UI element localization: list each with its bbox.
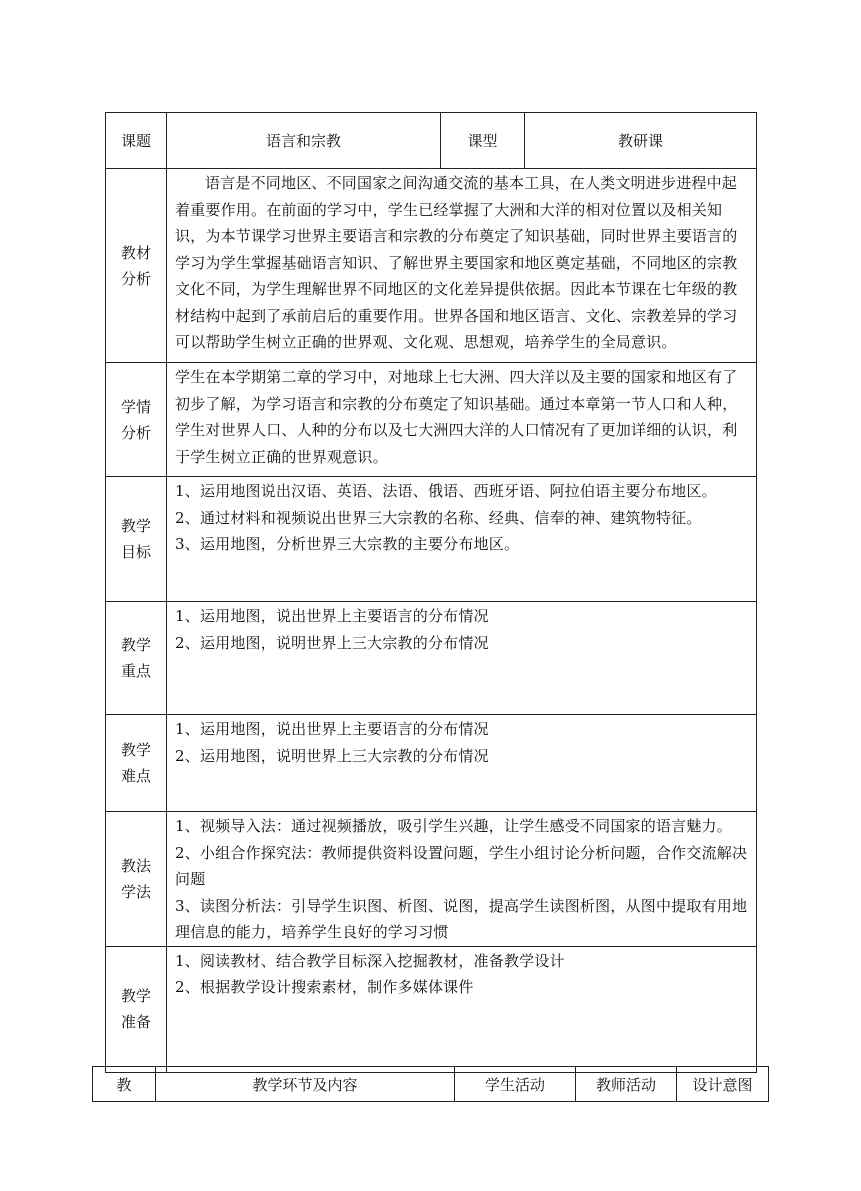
- section-row-students: [106, 363, 757, 477]
- section-label: 教学 重点: [106, 602, 167, 715]
- section-row-objectives: [106, 477, 757, 602]
- section-label: 教学 目标: [106, 477, 167, 602]
- section-content: 学生在本学期第二章的学习中，对地球上七大洲、四大洋以及主要的国家和地区有了初步了解，为学习语言和宗教的分布奠定了知识基础。通过本章第一节人口和人种，学生对世界人口、人种的分布以及七大洲四大洋的人口情况有了更加详细的认识，利于学生树立正确的世界观意识。: [167, 363, 757, 477]
- section-row-key-points: [106, 602, 757, 715]
- process-header-cell: 教: [93, 1067, 156, 1102]
- process-header-cell: 教师活动: [576, 1067, 677, 1102]
- section-content: 1、运用地图，说出世界上主要语言的分布情况 2、运用地图，说明世界上三大宗教的分布情况: [167, 602, 757, 715]
- section-row-preparation: [106, 946, 757, 1072]
- section-row-methods: [106, 812, 757, 947]
- section-content: 语言是不同地区、不同国家之间沟通交流的基本工具，在人类文明进步进程中起着重要作用。在前面的学习中，学生已经掌握了大洲和大洋的相对位置以及相关知识，为本节课学习世界主要语言和宗教的分布奠定了知识基础，同时世界主要语言的学习为学生掌握基础语言知识、了解世界主要国家和地区奠定基础，不同地区的宗教文化不同，为学生理解世界不同地区的文化差异提供依据。因此本节课在七年级的教材结构中起到了承前启后的重要作用。世界各国和地区语言、文化、宗教差异的学习可以帮助学生树立正确的世界观、文化观、思想观，培养学生的全局意识。: [167, 169, 757, 363]
- section-content: 1、阅读教材、结合教学目标深入挖掘教材，准备教学设计 2、根据教学设计搜索素材，制作多媒体课件: [167, 946, 757, 1072]
- section-row-material: [106, 169, 757, 363]
- section-label: 教学 准备: [106, 946, 167, 1072]
- process-header-row: [93, 1067, 769, 1102]
- section-label: 学情 分析: [106, 363, 167, 477]
- section-label: 教学 难点: [106, 715, 167, 812]
- section-content: 1、视频导入法：通过视频播放，吸引学生兴趣，让学生感受不同国家的语言魅力。 2、小组合作探究法：教师提供资料设置问题，学生小组讨论分析问题，合作交流解决问题 3、读图分析法：引导学生识图、析图、说图，提高学生读图析图，从图中提取有用地理信息的能力，培养学生良好的学习习惯: [167, 812, 757, 947]
- section-label: 教材 分析: [106, 169, 167, 363]
- lesson-plan-table: [105, 112, 757, 1073]
- process-header-cell: 学生活动: [455, 1067, 576, 1102]
- type-value: 教研课: [525, 113, 757, 169]
- type-label: 课型: [441, 113, 525, 169]
- process-table: [92, 1066, 769, 1102]
- section-content: 1、运用地图，说出世界上主要语言的分布情况 2、运用地图，说明世界上三大宗教的分布情况: [167, 715, 757, 812]
- process-header-cell: 设计意图: [677, 1067, 769, 1102]
- header-row: [106, 113, 757, 169]
- section-label: 教法 学法: [106, 812, 167, 947]
- topic-label: 课题: [106, 113, 167, 169]
- topic-value: 语言和宗教: [167, 113, 441, 169]
- process-header-cell: 教学环节及内容: [156, 1067, 455, 1102]
- section-content: 1、运用地图说出汉语、英语、法语、俄语、西班牙语、阿拉伯语主要分布地区。 2、通过材料和视频说出世界三大宗教的名称、经典、信奉的神、建筑物特征。 3、运用地图，分析世界三大宗教的主要分布地区。: [167, 477, 757, 602]
- section-row-difficulties: [106, 715, 757, 812]
